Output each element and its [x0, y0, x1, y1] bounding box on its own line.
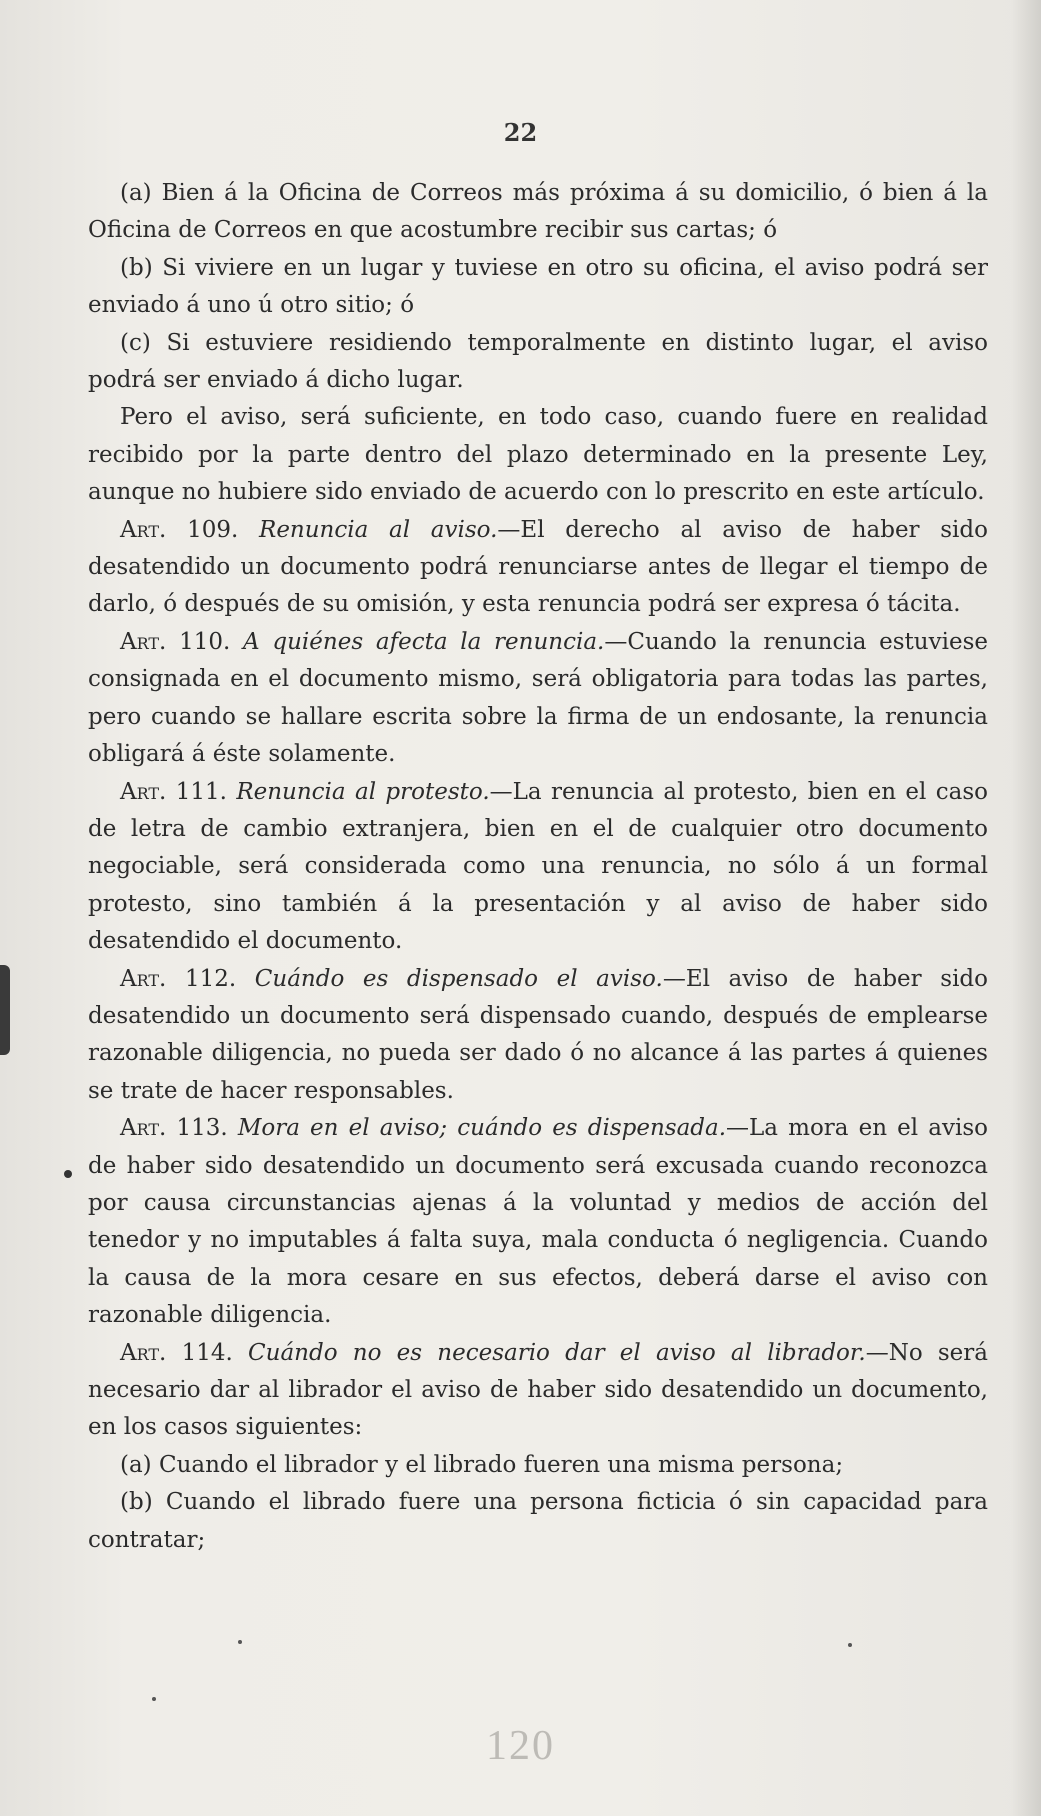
body-text — [88, 175, 988, 1559]
article-title: Cuándo no es necesario dar el aviso al librador. — [248, 1339, 866, 1366]
article-label: Art. 109. — [120, 516, 239, 543]
bullet-mark — [64, 1170, 72, 1178]
page-stamp: 120 — [486, 1723, 555, 1769]
article-label: Art. 114. — [120, 1339, 233, 1366]
paragraph-c: (c) Si estuviere residiendo temporalmente en distinto lugar, el aviso podrá ser enviado á dicho lugar. — [88, 329, 988, 394]
paragraph-pero: Pero el aviso, será suficiente, en todo caso, cuando fuere en realidad recibido por la parte dentro del plazo determinado en la presente Ley, aunque no hubiere sido enviado de acuerdo con lo prescrito en este artículo. — [88, 404, 988, 506]
article-title: A quiénes afecta la renuncia. — [243, 628, 605, 655]
paragraph-b: (b) Si viviere en un lugar y tuviese en otro su oficina, el aviso podrá ser enviado á uno ú otro sitio; ó — [88, 254, 988, 319]
article-label: Art. 111. — [120, 778, 227, 805]
article-113 — [88, 1110, 988, 1334]
speck-mark — [152, 1697, 156, 1701]
article-text: —Cuando la renuncia estuviese consignada en el documento mismo, será obligatoria para todas las partes, pero cuando se hallare escrita sobre la firma de un endosante, la renuncia obligará á éste solamente. — [88, 628, 988, 768]
page-number: 22 — [503, 118, 538, 147]
article-text: —No será necesario dar al librador el aviso de haber sido desatendido un documento, en los casos siguientes: — [88, 1339, 989, 1441]
article-114 — [88, 1335, 988, 1447]
article-text: —El derecho al aviso de haber sido desatendido un documento podrá renunciarse antes de llegar el tiempo de darlo, ó después de su omisión, y esta renuncia podrá ser expresa ó tácita. — [88, 516, 988, 618]
article-title: Renuncia al protesto. — [236, 778, 490, 805]
article-111 — [88, 774, 988, 961]
article-label: Art. 112. — [120, 965, 237, 992]
article-109 — [88, 512, 988, 624]
paragraph-a: (a) Bien á la Oficina de Correos más próxima á su domicilio, ó bien á la Oficina de Correos en que acostumbre recibir sus cartas; ó — [88, 180, 988, 244]
article-text: —El aviso de haber sido desatendido un documento será dispensado cuando, después de emplearse razonable diligencia, no pueda ser dado ó no alcance á las partes á quienes se trate de hacer responsables. — [88, 965, 988, 1104]
binding-mark — [0, 965, 10, 1055]
speck-mark — [848, 1643, 852, 1647]
item-a: (a) Cuando el librador y el librado fueren una misma persona; — [120, 1451, 844, 1478]
article-text: —La mora en el aviso de haber sido desatendido un documento será excusada cuando reconozca por causa circunstancias ajenas á la voluntad y medios de acción del tenedor y no imputables á falta suya, mala conducta ó negligencia. Cuando la causa de la mora cesare en sus efectos, deberá darse el aviso con razonable diligencia. — [88, 1115, 988, 1329]
article-label: Art. 110. — [120, 628, 231, 655]
speck-mark — [238, 1640, 242, 1644]
article-label: Art. 113. — [120, 1115, 228, 1142]
article-text: —La renuncia al protesto, bien en el caso de letra de cambio extranjera, bien en el de cualquier otro documento negociable, será considerada como una renuncia, no sólo á un formal protesto, sino también á la presentación y al aviso de haber sido desatendido el documento. — [88, 778, 989, 955]
article-title: Renuncia al aviso. — [259, 516, 498, 543]
article-110 — [88, 624, 988, 774]
page-edge-shadow — [1011, 0, 1041, 1816]
article-112 — [88, 961, 988, 1111]
article-title: Mora en el aviso; cuándo es dispensada. — [237, 1115, 727, 1142]
article-title: Cuándo es dispensado el aviso. — [254, 965, 663, 992]
item-b: (b) Cuando el librado fuere una persona ficticia ó sin capacidad para contratar; — [88, 1489, 988, 1553]
